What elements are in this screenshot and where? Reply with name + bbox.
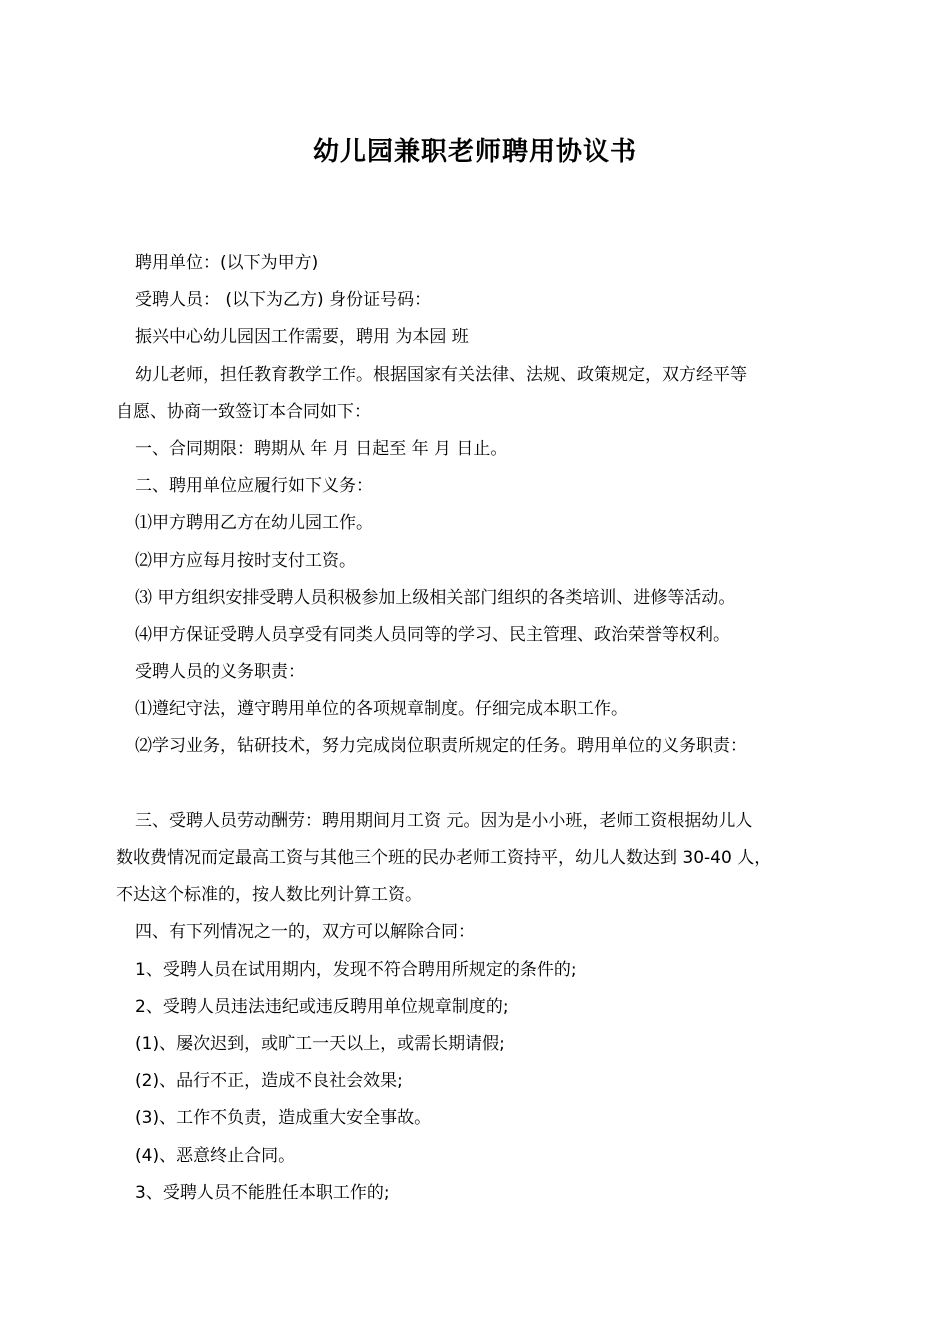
list-item: ⑴遵纪守法，遵守聘用单位的各项规章制度。仔细完成本职工作。 [135,699,628,720]
list-item: ⑶ 甲方组织安排受聘人员积极参加上级相关部门组织的各类培训、进修等活动。 [135,587,736,608]
section-heading: 三、受聘人员劳动酬劳：聘用期间月工资 元。因为是小小班，老师工资根据幼儿人 [135,810,753,831]
list-item: ⑵甲方应每月按时支付工资。 [135,550,356,571]
paragraph-line: 不达这个标准的，按人数比列计算工资。 [116,885,422,906]
paragraph-line: 数收费情况而定最高工资与其他三个班的民办老师工资持平，幼儿人数达到 30-40 人， [116,848,772,868]
section-heading: 二、聘用单位应履行如下义务： [135,476,373,497]
blank-line [116,766,846,803]
list-item: ⑷甲方保证受聘人员享受有同类人员同等的学习、民主管理、政治荣誉等权利。 [135,624,730,645]
list-item: 2、受聘人员违法违纪或违反聘用单位规章制度的; [135,996,509,1017]
document-body [116,245,846,1212]
list-item: (1)、屡次迟到，或旷工一天以上，或需长期请假; [135,1033,505,1054]
list-item: 1、受聘人员在试用期内，发现不符合聘用所规定的条件的; [135,959,577,980]
document-title: 幼儿园兼职老师聘用协议书 [312,137,637,167]
hire-statement-line: 振兴中心幼儿园因工作需要，聘用 为本园 班 [135,327,469,348]
employee-line: 受聘人员： (以下为乙方) 身份证号码： [135,290,432,311]
list-item: ⑵学习业务，钻研技术，努力完成岗位职责所规定的任务。聘用单位的义务职责： [135,736,747,757]
list-item: (4)、恶意终止合同。 [135,1145,296,1166]
section-heading: 四、有下列情况之一的，双方可以解除合同： [135,922,475,943]
list-item: (3)、工作不负责，造成重大安全事故。 [135,1108,432,1129]
paragraph-line: 自愿、协商一致签订本合同如下： [116,401,371,422]
section-heading: 受聘人员的义务职责： [135,662,305,683]
employer-line: 聘用单位：(以下为甲方) [135,253,319,273]
list-item: (2)、品行不正，造成不良社会效果; [135,1071,403,1092]
section-heading: 一、合同期限：聘期从 年 月 日起至 年 月 日止。 [135,438,508,459]
paragraph-line: 幼儿老师，担任教育教学工作。根据国家有关法律、法规、政策规定，双方经平等 [135,364,747,385]
list-item: 3、受聘人员不能胜任本职工作的; [135,1182,390,1203]
list-item: ⑴甲方聘用乙方在幼儿园工作。 [135,513,373,534]
